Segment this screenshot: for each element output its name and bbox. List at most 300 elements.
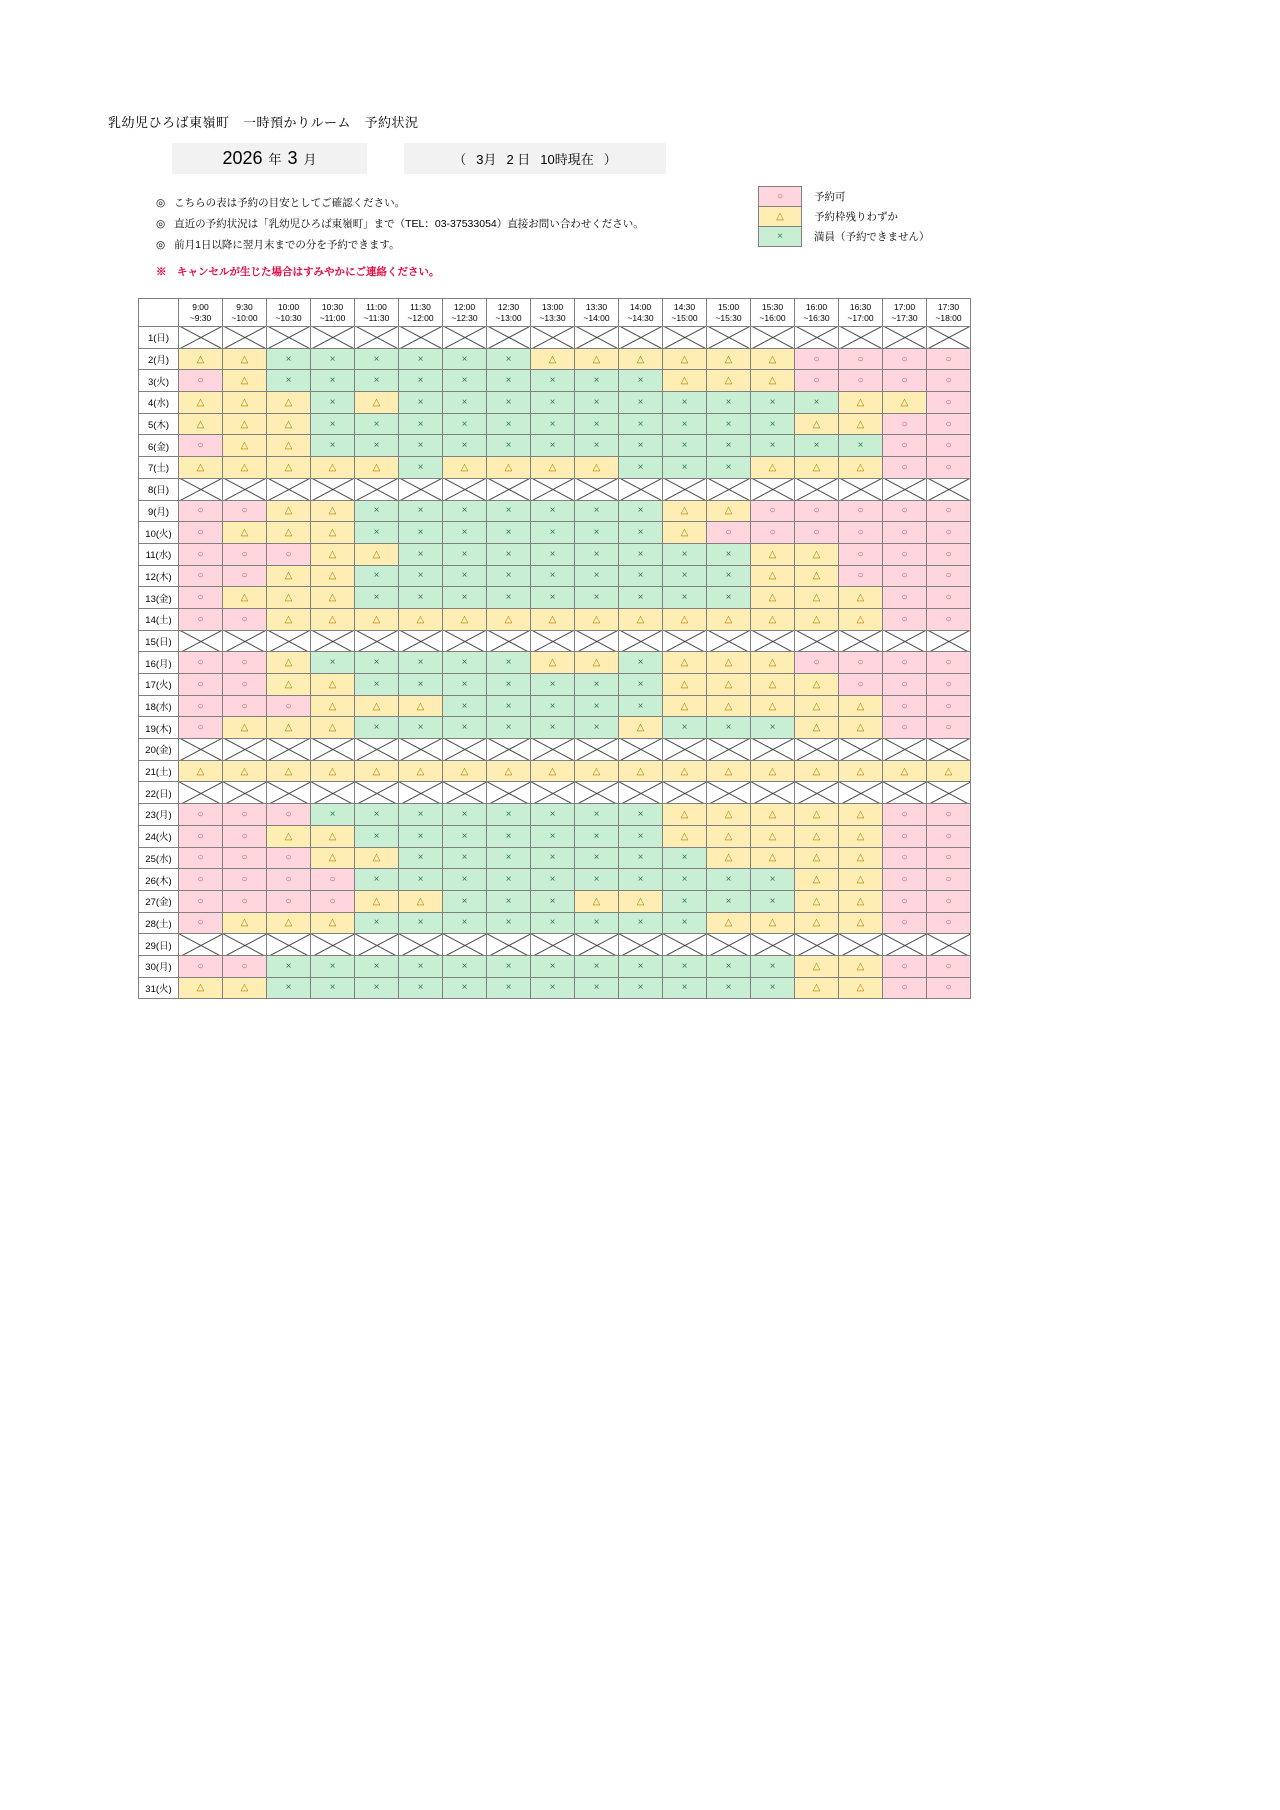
- slot-few[interactable]: △: [751, 804, 795, 826]
- slot-full[interactable]: ×: [443, 955, 487, 977]
- slot-full[interactable]: ×: [443, 652, 487, 674]
- slot-available[interactable]: ○: [839, 370, 883, 392]
- slot-full[interactable]: ×: [355, 674, 399, 696]
- slot-few[interactable]: △: [839, 760, 883, 782]
- slot-available[interactable]: ○: [267, 890, 311, 912]
- slot-available[interactable]: ○: [883, 695, 927, 717]
- slot-full[interactable]: ×: [487, 847, 531, 869]
- slot-few[interactable]: △: [267, 674, 311, 696]
- slot-full[interactable]: ×: [619, 565, 663, 587]
- slot-available[interactable]: ○: [927, 890, 971, 912]
- slot-full[interactable]: ×: [443, 695, 487, 717]
- slot-full[interactable]: ×: [575, 847, 619, 869]
- slot-available[interactable]: ○: [751, 522, 795, 544]
- slot-available[interactable]: ○: [927, 912, 971, 934]
- slot-few[interactable]: △: [795, 587, 839, 609]
- slot-few[interactable]: △: [795, 674, 839, 696]
- slot-full[interactable]: ×: [487, 543, 531, 565]
- slot-full[interactable]: ×: [707, 413, 751, 435]
- slot-full[interactable]: ×: [487, 348, 531, 370]
- slot-few[interactable]: △: [179, 392, 223, 414]
- slot-full[interactable]: ×: [575, 565, 619, 587]
- slot-available[interactable]: ○: [883, 587, 927, 609]
- slot-few[interactable]: △: [663, 674, 707, 696]
- slot-full[interactable]: ×: [707, 435, 751, 457]
- slot-few[interactable]: △: [839, 955, 883, 977]
- slot-full[interactable]: ×: [443, 522, 487, 544]
- slot-few[interactable]: △: [355, 457, 399, 479]
- slot-full[interactable]: ×: [663, 435, 707, 457]
- slot-few[interactable]: △: [663, 652, 707, 674]
- slot-available[interactable]: ○: [179, 695, 223, 717]
- slot-available[interactable]: ○: [839, 565, 883, 587]
- slot-full[interactable]: ×: [575, 522, 619, 544]
- slot-available[interactable]: ○: [751, 500, 795, 522]
- slot-available[interactable]: ○: [223, 890, 267, 912]
- slot-available[interactable]: ○: [883, 565, 927, 587]
- slot-full[interactable]: ×: [443, 392, 487, 414]
- slot-few[interactable]: △: [311, 847, 355, 869]
- slot-available[interactable]: ○: [883, 457, 927, 479]
- slot-few[interactable]: △: [311, 695, 355, 717]
- slot-available[interactable]: ○: [883, 608, 927, 630]
- slot-full[interactable]: ×: [751, 869, 795, 891]
- slot-few[interactable]: △: [795, 695, 839, 717]
- slot-available[interactable]: ○: [883, 977, 927, 999]
- slot-full[interactable]: ×: [443, 825, 487, 847]
- slot-available[interactable]: ○: [223, 543, 267, 565]
- slot-available[interactable]: ○: [179, 955, 223, 977]
- slot-few[interactable]: △: [839, 825, 883, 847]
- slot-available[interactable]: ○: [883, 890, 927, 912]
- slot-few[interactable]: △: [311, 522, 355, 544]
- slot-few[interactable]: △: [267, 392, 311, 414]
- slot-full[interactable]: ×: [487, 435, 531, 457]
- slot-full[interactable]: ×: [399, 717, 443, 739]
- slot-full[interactable]: ×: [619, 977, 663, 999]
- slot-few[interactable]: △: [663, 608, 707, 630]
- slot-full[interactable]: ×: [487, 370, 531, 392]
- slot-full[interactable]: ×: [487, 825, 531, 847]
- slot-few[interactable]: △: [795, 977, 839, 999]
- slot-few[interactable]: △: [751, 652, 795, 674]
- slot-full[interactable]: ×: [311, 413, 355, 435]
- slot-few[interactable]: △: [355, 890, 399, 912]
- slot-few[interactable]: △: [355, 608, 399, 630]
- slot-available[interactable]: ○: [223, 869, 267, 891]
- slot-available[interactable]: ○: [883, 717, 927, 739]
- slot-few[interactable]: △: [267, 760, 311, 782]
- slot-few[interactable]: △: [795, 543, 839, 565]
- slot-available[interactable]: ○: [927, 543, 971, 565]
- slot-few[interactable]: △: [751, 457, 795, 479]
- slot-full[interactable]: ×: [575, 695, 619, 717]
- slot-few[interactable]: △: [619, 717, 663, 739]
- slot-full[interactable]: ×: [795, 435, 839, 457]
- slot-full[interactable]: ×: [487, 565, 531, 587]
- slot-few[interactable]: △: [531, 652, 575, 674]
- slot-few[interactable]: △: [795, 825, 839, 847]
- slot-few[interactable]: △: [839, 912, 883, 934]
- slot-available[interactable]: ○: [179, 522, 223, 544]
- slot-few[interactable]: △: [311, 608, 355, 630]
- slot-few[interactable]: △: [839, 804, 883, 826]
- slot-few[interactable]: △: [795, 955, 839, 977]
- slot-available[interactable]: ○: [311, 869, 355, 891]
- slot-full[interactable]: ×: [531, 522, 575, 544]
- slot-full[interactable]: ×: [487, 717, 531, 739]
- slot-available[interactable]: ○: [179, 543, 223, 565]
- slot-full[interactable]: ×: [575, 392, 619, 414]
- slot-few[interactable]: △: [179, 348, 223, 370]
- slot-full[interactable]: ×: [399, 392, 443, 414]
- slot-full[interactable]: ×: [663, 413, 707, 435]
- slot-available[interactable]: ○: [311, 890, 355, 912]
- slot-few[interactable]: △: [311, 760, 355, 782]
- slot-full[interactable]: ×: [795, 392, 839, 414]
- slot-full[interactable]: ×: [487, 890, 531, 912]
- slot-few[interactable]: △: [839, 608, 883, 630]
- slot-full[interactable]: ×: [399, 370, 443, 392]
- slot-full[interactable]: ×: [531, 912, 575, 934]
- slot-full[interactable]: ×: [355, 435, 399, 457]
- slot-full[interactable]: ×: [311, 348, 355, 370]
- slot-available[interactable]: ○: [839, 500, 883, 522]
- slot-available[interactable]: ○: [927, 413, 971, 435]
- slot-full[interactable]: ×: [443, 413, 487, 435]
- slot-full[interactable]: ×: [355, 413, 399, 435]
- slot-full[interactable]: ×: [267, 370, 311, 392]
- slot-full[interactable]: ×: [663, 587, 707, 609]
- slot-available[interactable]: ○: [223, 652, 267, 674]
- slot-full[interactable]: ×: [443, 435, 487, 457]
- slot-few[interactable]: △: [751, 348, 795, 370]
- slot-available[interactable]: ○: [839, 652, 883, 674]
- slot-few[interactable]: △: [399, 695, 443, 717]
- slot-full[interactable]: ×: [751, 413, 795, 435]
- slot-full[interactable]: ×: [399, 652, 443, 674]
- slot-available[interactable]: ○: [839, 543, 883, 565]
- slot-full[interactable]: ×: [487, 413, 531, 435]
- slot-few[interactable]: △: [751, 760, 795, 782]
- slot-full[interactable]: ×: [619, 652, 663, 674]
- slot-few[interactable]: △: [179, 413, 223, 435]
- slot-full[interactable]: ×: [531, 413, 575, 435]
- slot-available[interactable]: ○: [927, 565, 971, 587]
- slot-full[interactable]: ×: [531, 435, 575, 457]
- slot-few[interactable]: △: [223, 392, 267, 414]
- slot-few[interactable]: △: [223, 413, 267, 435]
- slot-full[interactable]: ×: [267, 348, 311, 370]
- slot-full[interactable]: ×: [487, 500, 531, 522]
- slot-full[interactable]: ×: [575, 370, 619, 392]
- slot-full[interactable]: ×: [399, 457, 443, 479]
- slot-full[interactable]: ×: [619, 543, 663, 565]
- slot-few[interactable]: △: [927, 760, 971, 782]
- slot-full[interactable]: ×: [399, 674, 443, 696]
- slot-few[interactable]: △: [399, 760, 443, 782]
- slot-full[interactable]: ×: [531, 543, 575, 565]
- slot-few[interactable]: △: [707, 847, 751, 869]
- slot-full[interactable]: ×: [355, 869, 399, 891]
- slot-full[interactable]: ×: [311, 804, 355, 826]
- slot-available[interactable]: ○: [883, 522, 927, 544]
- slot-full[interactable]: ×: [619, 392, 663, 414]
- slot-full[interactable]: ×: [531, 977, 575, 999]
- slot-available[interactable]: ○: [267, 543, 311, 565]
- slot-available[interactable]: ○: [795, 370, 839, 392]
- slot-few[interactable]: △: [795, 760, 839, 782]
- slot-full[interactable]: ×: [619, 912, 663, 934]
- slot-few[interactable]: △: [179, 457, 223, 479]
- slot-available[interactable]: ○: [179, 587, 223, 609]
- slot-full[interactable]: ×: [663, 977, 707, 999]
- slot-available[interactable]: ○: [839, 674, 883, 696]
- slot-full[interactable]: ×: [399, 522, 443, 544]
- slot-full[interactable]: ×: [443, 370, 487, 392]
- slot-full[interactable]: ×: [443, 587, 487, 609]
- slot-few[interactable]: △: [223, 587, 267, 609]
- slot-full[interactable]: ×: [443, 847, 487, 869]
- slot-full[interactable]: ×: [399, 912, 443, 934]
- slot-few[interactable]: △: [839, 977, 883, 999]
- slot-available[interactable]: ○: [927, 977, 971, 999]
- slot-few[interactable]: △: [795, 413, 839, 435]
- slot-full[interactable]: ×: [443, 674, 487, 696]
- slot-full[interactable]: ×: [531, 370, 575, 392]
- slot-few[interactable]: △: [443, 608, 487, 630]
- slot-available[interactable]: ○: [179, 370, 223, 392]
- slot-few[interactable]: △: [355, 760, 399, 782]
- slot-full[interactable]: ×: [267, 955, 311, 977]
- slot-full[interactable]: ×: [663, 565, 707, 587]
- slot-full[interactable]: ×: [619, 804, 663, 826]
- slot-few[interactable]: △: [355, 543, 399, 565]
- slot-full[interactable]: ×: [619, 695, 663, 717]
- slot-full[interactable]: ×: [707, 457, 751, 479]
- slot-full[interactable]: ×: [355, 500, 399, 522]
- slot-few[interactable]: △: [575, 457, 619, 479]
- slot-available[interactable]: ○: [795, 500, 839, 522]
- slot-available[interactable]: ○: [927, 392, 971, 414]
- slot-full[interactable]: ×: [619, 674, 663, 696]
- slot-few[interactable]: △: [223, 522, 267, 544]
- slot-full[interactable]: ×: [575, 674, 619, 696]
- slot-few[interactable]: △: [311, 587, 355, 609]
- slot-few[interactable]: △: [795, 565, 839, 587]
- slot-few[interactable]: △: [751, 587, 795, 609]
- slot-full[interactable]: ×: [707, 392, 751, 414]
- slot-few[interactable]: △: [707, 804, 751, 826]
- slot-full[interactable]: ×: [751, 977, 795, 999]
- slot-available[interactable]: ○: [883, 674, 927, 696]
- slot-few[interactable]: △: [575, 608, 619, 630]
- slot-few[interactable]: △: [311, 500, 355, 522]
- slot-few[interactable]: △: [795, 608, 839, 630]
- slot-few[interactable]: △: [707, 695, 751, 717]
- slot-available[interactable]: ○: [883, 413, 927, 435]
- slot-available[interactable]: ○: [927, 869, 971, 891]
- slot-available[interactable]: ○: [927, 652, 971, 674]
- slot-full[interactable]: ×: [619, 457, 663, 479]
- slot-available[interactable]: ○: [179, 717, 223, 739]
- slot-few[interactable]: △: [707, 674, 751, 696]
- slot-few[interactable]: △: [267, 522, 311, 544]
- slot-full[interactable]: ×: [575, 825, 619, 847]
- slot-full[interactable]: ×: [839, 435, 883, 457]
- slot-available[interactable]: ○: [883, 847, 927, 869]
- slot-few[interactable]: △: [223, 977, 267, 999]
- slot-few[interactable]: △: [883, 392, 927, 414]
- slot-available[interactable]: ○: [223, 825, 267, 847]
- slot-full[interactable]: ×: [355, 652, 399, 674]
- slot-few[interactable]: △: [223, 435, 267, 457]
- slot-full[interactable]: ×: [619, 587, 663, 609]
- slot-full[interactable]: ×: [531, 804, 575, 826]
- slot-available[interactable]: ○: [883, 912, 927, 934]
- slot-full[interactable]: ×: [531, 825, 575, 847]
- slot-available[interactable]: ○: [179, 500, 223, 522]
- slot-available[interactable]: ○: [883, 370, 927, 392]
- slot-few[interactable]: △: [575, 890, 619, 912]
- slot-few[interactable]: △: [487, 608, 531, 630]
- slot-available[interactable]: ○: [883, 869, 927, 891]
- slot-few[interactable]: △: [707, 370, 751, 392]
- slot-full[interactable]: ×: [531, 869, 575, 891]
- slot-full[interactable]: ×: [531, 955, 575, 977]
- slot-available[interactable]: ○: [707, 522, 751, 544]
- slot-few[interactable]: △: [751, 543, 795, 565]
- slot-available[interactable]: ○: [883, 804, 927, 826]
- slot-available[interactable]: ○: [839, 348, 883, 370]
- slot-available[interactable]: ○: [223, 500, 267, 522]
- slot-few[interactable]: △: [839, 392, 883, 414]
- slot-few[interactable]: △: [751, 674, 795, 696]
- slot-available[interactable]: ○: [927, 522, 971, 544]
- slot-full[interactable]: ×: [751, 717, 795, 739]
- slot-full[interactable]: ×: [311, 370, 355, 392]
- slot-available[interactable]: ○: [883, 543, 927, 565]
- slot-full[interactable]: ×: [355, 565, 399, 587]
- slot-available[interactable]: ○: [179, 565, 223, 587]
- slot-full[interactable]: ×: [487, 977, 531, 999]
- slot-full[interactable]: ×: [443, 977, 487, 999]
- slot-full[interactable]: ×: [619, 869, 663, 891]
- slot-few[interactable]: △: [267, 652, 311, 674]
- slot-full[interactable]: ×: [487, 912, 531, 934]
- slot-few[interactable]: △: [663, 760, 707, 782]
- slot-full[interactable]: ×: [399, 348, 443, 370]
- slot-full[interactable]: ×: [487, 392, 531, 414]
- slot-few[interactable]: △: [795, 847, 839, 869]
- slot-few[interactable]: △: [839, 717, 883, 739]
- slot-full[interactable]: ×: [663, 847, 707, 869]
- slot-few[interactable]: △: [707, 608, 751, 630]
- slot-few[interactable]: △: [751, 912, 795, 934]
- slot-full[interactable]: ×: [355, 717, 399, 739]
- slot-few[interactable]: △: [399, 608, 443, 630]
- slot-few[interactable]: △: [663, 695, 707, 717]
- slot-few[interactable]: △: [575, 760, 619, 782]
- slot-full[interactable]: ×: [663, 392, 707, 414]
- slot-full[interactable]: ×: [443, 717, 487, 739]
- slot-full[interactable]: ×: [575, 955, 619, 977]
- slot-available[interactable]: ○: [927, 804, 971, 826]
- slot-full[interactable]: ×: [619, 825, 663, 847]
- slot-full[interactable]: ×: [399, 500, 443, 522]
- slot-few[interactable]: △: [267, 457, 311, 479]
- slot-full[interactable]: ×: [575, 500, 619, 522]
- slot-few[interactable]: △: [531, 348, 575, 370]
- slot-few[interactable]: △: [311, 565, 355, 587]
- slot-available[interactable]: ○: [223, 674, 267, 696]
- slot-full[interactable]: ×: [487, 652, 531, 674]
- slot-full[interactable]: ×: [575, 587, 619, 609]
- slot-available[interactable]: ○: [927, 825, 971, 847]
- slot-full[interactable]: ×: [751, 435, 795, 457]
- slot-full[interactable]: ×: [487, 955, 531, 977]
- slot-few[interactable]: △: [663, 500, 707, 522]
- slot-available[interactable]: ○: [179, 652, 223, 674]
- slot-available[interactable]: ○: [927, 587, 971, 609]
- slot-few[interactable]: △: [839, 695, 883, 717]
- slot-few[interactable]: △: [267, 912, 311, 934]
- slot-few[interactable]: △: [223, 912, 267, 934]
- slot-full[interactable]: ×: [487, 522, 531, 544]
- slot-full[interactable]: ×: [443, 912, 487, 934]
- slot-full[interactable]: ×: [399, 825, 443, 847]
- slot-full[interactable]: ×: [443, 348, 487, 370]
- slot-full[interactable]: ×: [663, 457, 707, 479]
- slot-few[interactable]: △: [487, 760, 531, 782]
- slot-available[interactable]: ○: [883, 500, 927, 522]
- slot-full[interactable]: ×: [531, 587, 575, 609]
- slot-full[interactable]: ×: [619, 847, 663, 869]
- slot-available[interactable]: ○: [883, 955, 927, 977]
- slot-full[interactable]: ×: [531, 695, 575, 717]
- slot-full[interactable]: ×: [531, 565, 575, 587]
- slot-few[interactable]: △: [223, 457, 267, 479]
- slot-few[interactable]: △: [443, 760, 487, 782]
- slot-available[interactable]: ○: [795, 348, 839, 370]
- slot-full[interactable]: ×: [619, 522, 663, 544]
- slot-available[interactable]: ○: [267, 695, 311, 717]
- slot-full[interactable]: ×: [575, 543, 619, 565]
- slot-full[interactable]: ×: [575, 804, 619, 826]
- slot-few[interactable]: △: [531, 457, 575, 479]
- slot-full[interactable]: ×: [311, 392, 355, 414]
- slot-full[interactable]: ×: [355, 370, 399, 392]
- slot-few[interactable]: △: [751, 695, 795, 717]
- slot-full[interactable]: ×: [575, 912, 619, 934]
- slot-full[interactable]: ×: [355, 804, 399, 826]
- slot-available[interactable]: ○: [179, 804, 223, 826]
- slot-full[interactable]: ×: [355, 348, 399, 370]
- slot-full[interactable]: ×: [663, 717, 707, 739]
- slot-full[interactable]: ×: [311, 955, 355, 977]
- slot-few[interactable]: △: [575, 348, 619, 370]
- slot-full[interactable]: ×: [487, 587, 531, 609]
- slot-full[interactable]: ×: [399, 587, 443, 609]
- slot-full[interactable]: ×: [619, 370, 663, 392]
- slot-full[interactable]: ×: [663, 543, 707, 565]
- slot-full[interactable]: ×: [399, 955, 443, 977]
- slot-few[interactable]: △: [751, 608, 795, 630]
- slot-full[interactable]: ×: [531, 847, 575, 869]
- slot-few[interactable]: △: [707, 760, 751, 782]
- slot-full[interactable]: ×: [267, 977, 311, 999]
- slot-full[interactable]: ×: [355, 587, 399, 609]
